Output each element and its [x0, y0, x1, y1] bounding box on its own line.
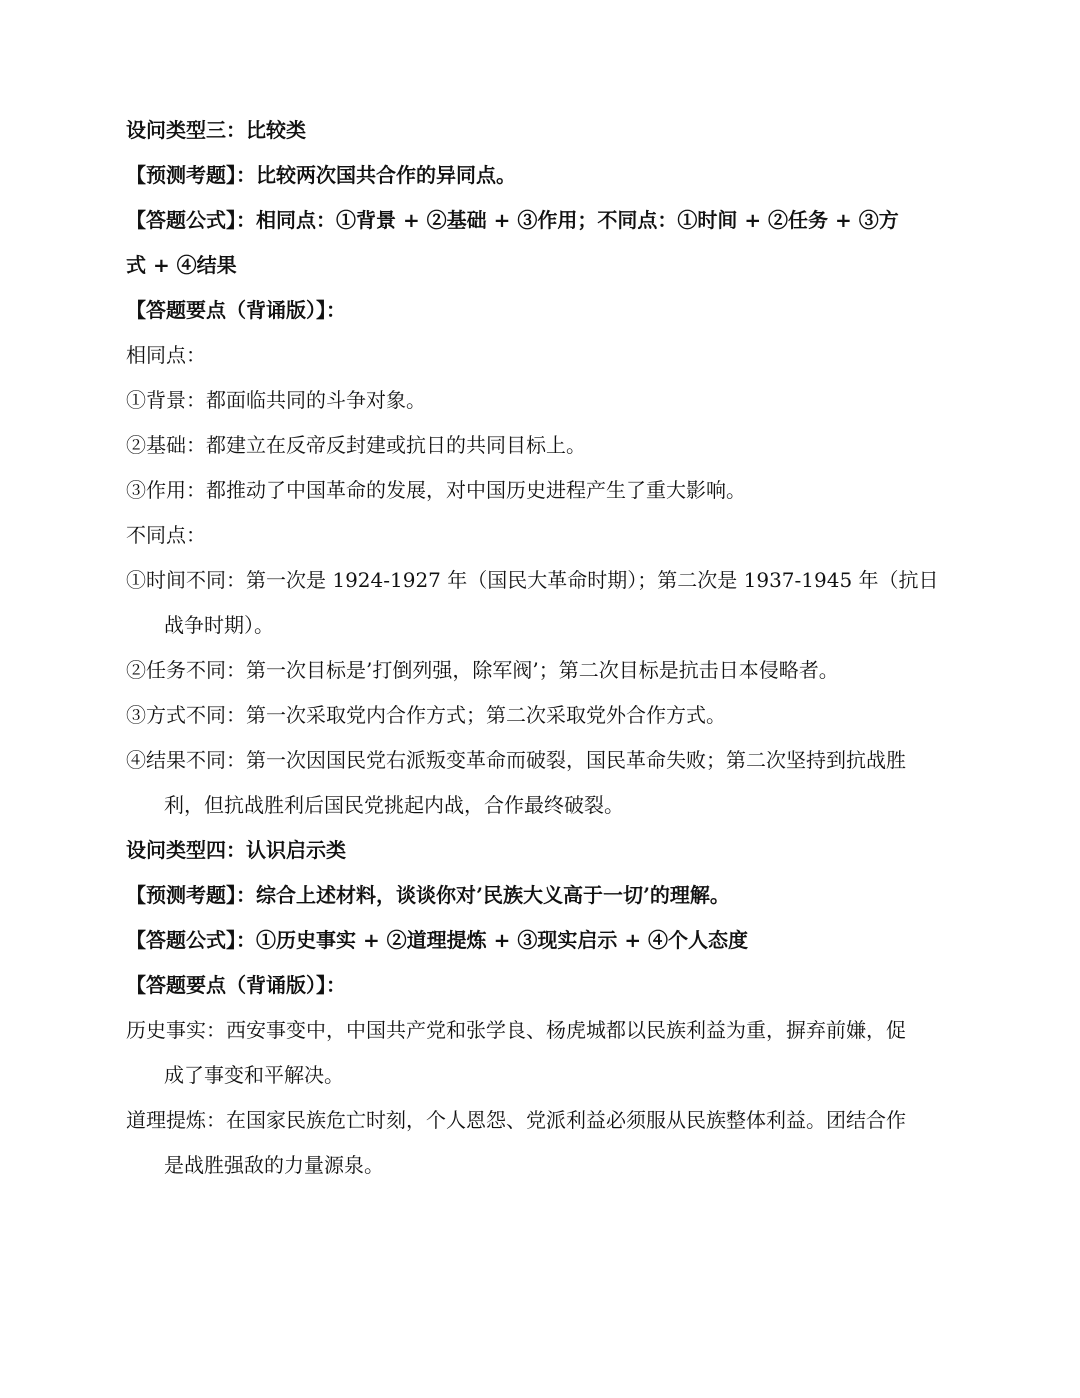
document-page	[126, 108, 956, 1188]
section3-question: 【预测考题】：比较两次国共合作的异同点。	[126, 163, 516, 187]
different-item-1-line2: 战争时期）。	[164, 613, 274, 637]
section4-question: 【预测考题】：综合上述材料，谈谈你对’民族大义高于一切’的理解。	[126, 883, 730, 907]
section3-title: 设问类型三：比较类	[126, 118, 306, 142]
section4-point-1-line2: 成了事变和平解决。	[164, 1063, 344, 1087]
section3-points-header: 【答题要点（背诵版）】：	[126, 298, 346, 322]
similar-item: ③作用：都推动了中国革命的发展，对中国历史进程产生了重大影响。	[126, 478, 746, 502]
different-item-4-line1: ④结果不同：第一次因国民党右派叛变革命而破裂，国民革命失败；第二次坚持到抗战胜	[126, 748, 906, 772]
similar-header: 相同点：	[126, 343, 206, 367]
similar-item: ②基础：都建立在反帝反封建或抗日的共同目标上。	[126, 433, 586, 457]
section4-point-2-line2: 是战胜强敌的力量源泉。	[164, 1153, 384, 1177]
section4-points-header: 【答题要点（背诵版）】：	[126, 973, 346, 997]
section4-point-1-line1: 历史事实：西安事变中，中国共产党和张学良、杨虎城都以民族利益为重，摒弃前嫌，促	[126, 1018, 906, 1042]
section3-formula-line2: 式 + ④结果	[126, 253, 237, 277]
different-header: 不同点：	[126, 523, 206, 547]
different-item-1-line1: ①时间不同：第一次是 1924-1927 年（国民大革命时期）；第二次是 1937-1945 年（抗日	[126, 568, 939, 592]
section4-formula: 【答题公式】：①历史事实 + ②道理提炼 + ③现实启示 + ④个人态度	[126, 928, 749, 952]
section4-title: 设问类型四：认识启示类	[126, 838, 346, 862]
section3-formula-line1: 【答题公式】：相同点：①背景 + ②基础 + ③作用；不同点：①时间 + ②任务 + ③方	[126, 208, 899, 232]
section4-point-2-line1: 道理提炼：在国家民族危亡时刻，个人恩怨、党派利益必须服从民族整体利益。团结合作	[126, 1108, 906, 1132]
different-item-3: ③方式不同：第一次采取党内合作方式；第二次采取党外合作方式。	[126, 703, 726, 727]
similar-item: ①背景：都面临共同的斗争对象。	[126, 388, 426, 412]
different-item-2: ②任务不同：第一次目标是’打倒列强，除军阀’；第二次目标是抗击日本侵略者。	[126, 658, 839, 682]
different-item-4-line2: 利，但抗战胜利后国民党挑起内战，合作最终破裂。	[164, 793, 624, 817]
